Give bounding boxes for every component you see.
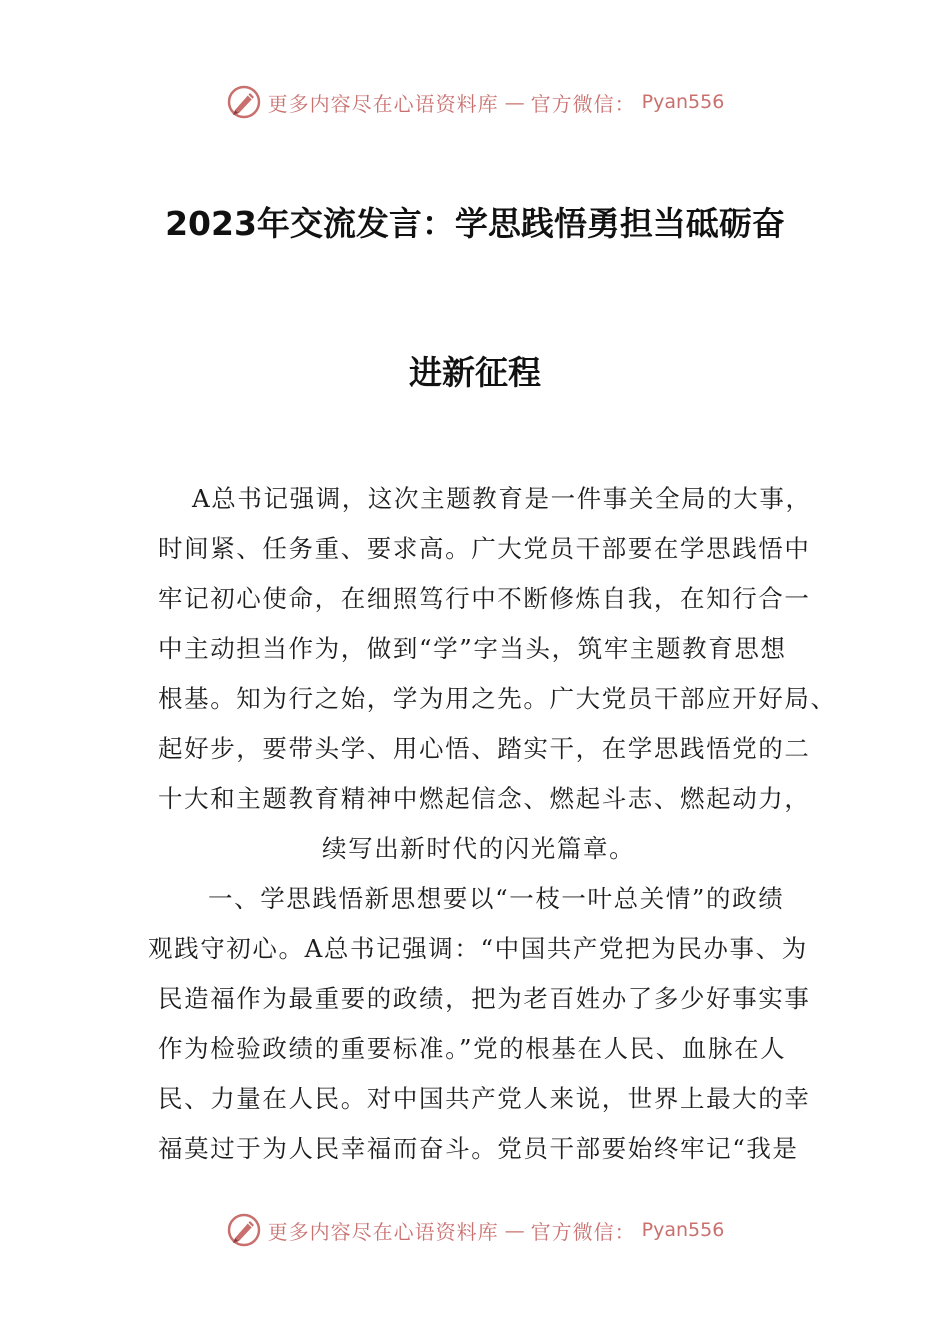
body-line: 中主动担当作为，做到“学”字当头，筑牢主题教育思想: [158, 634, 787, 663]
banner-wechat-label: 官方微信：: [530, 1219, 636, 1244]
body-line: 十大和主题教育精神中燃起信念、燃起斗志、燃起动力，: [158, 784, 811, 813]
banner-text: 更多内容尽在心语资料库: [267, 1219, 499, 1244]
body-line: 福莫过于为人民幸福而奋斗。党员干部要始终牢记“我是: [158, 1134, 799, 1163]
body-line: 民造福作为最重要的政绩，把为老百姓办了多少好事实事: [158, 984, 811, 1013]
body-line: 观践守初心。A总书记强调：“中国共产党把为民办事、为: [148, 934, 808, 963]
footer-banner: [0, 1210, 950, 1250]
banner-text: 更多内容尽在心语资料库: [267, 91, 499, 116]
header-banner: [0, 82, 950, 122]
pen-logo-icon: [226, 84, 262, 120]
banner-wechat-id: Pyan556: [641, 1219, 725, 1241]
body-line: 时间紧、任务重、要求高。广大党员干部要在学思践悟中: [158, 534, 811, 563]
body-line: 牢记初心使命，在细照笃行中不断修炼自我，在知行合一: [158, 584, 811, 613]
body-line: 民、力量在人民。对中国共产党人来说，世界上最大的幸: [158, 1084, 811, 1113]
document-title-line-1: 2023年交流发言：学思践悟勇担当砥砺奋: [165, 204, 785, 243]
body-line: 作为检验政绩的重要标准。”党的根基在人民、血脉在人: [158, 1034, 787, 1063]
body-line: A总书记强调，这次主题教育是一件事关全局的大事，: [192, 484, 812, 513]
document-title-line-2: 进新征程: [409, 353, 541, 392]
banner-wechat-id: Pyan556: [641, 91, 725, 113]
body-line: 续写出新时代的闪光篇章。: [322, 834, 636, 863]
pen-logo-icon: [226, 1212, 262, 1248]
body-line: 根基。知为行之始，学为用之先。广大党员干部应开好局、: [158, 684, 837, 713]
banner-wechat-label: 官方微信：: [530, 91, 636, 116]
body-line: 起好步，要带头学、用心悟、踏实干，在学思践悟党的二: [158, 734, 811, 763]
body-line: 一、学思践悟新思想要以“一枝一叶总关情”的政绩: [208, 884, 785, 913]
banner-separator: —: [504, 90, 525, 114]
banner-separator: —: [504, 1218, 525, 1242]
